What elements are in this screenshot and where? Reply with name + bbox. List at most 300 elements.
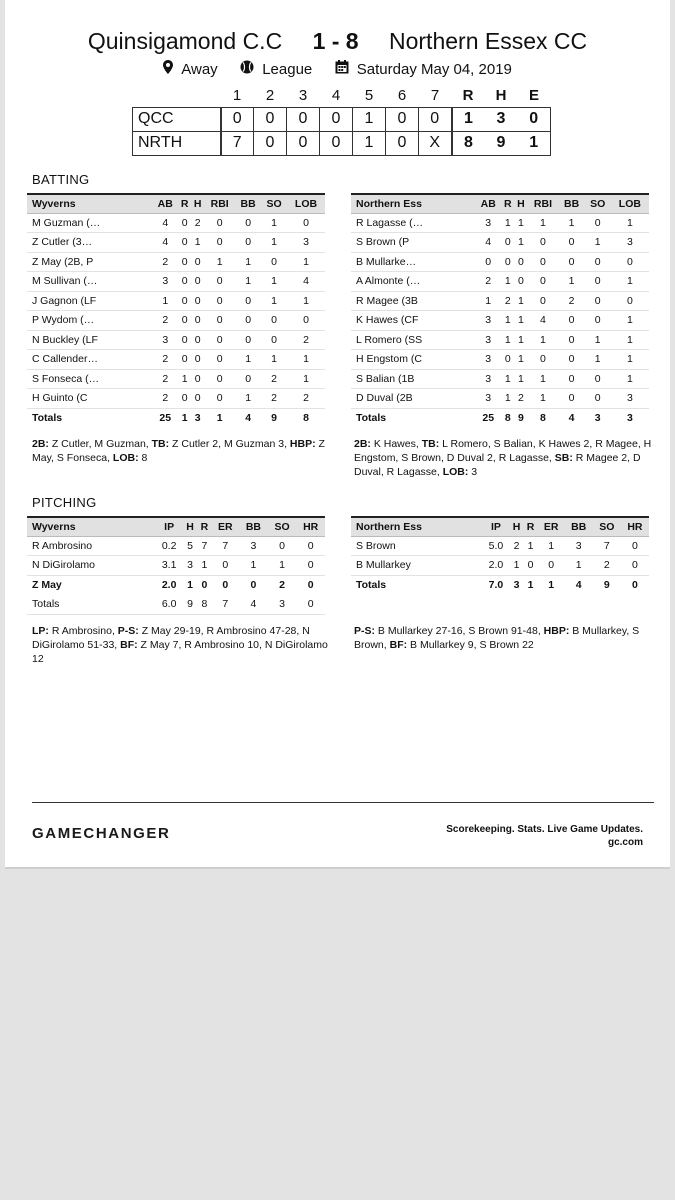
player-name: Z May (2B, P: [27, 252, 152, 272]
stat-cell: 1: [287, 291, 325, 311]
game-date: Saturday May 04, 2019: [356, 60, 512, 78]
player-name: C Callender…: [27, 350, 152, 370]
note-label: TB:: [421, 438, 440, 450]
table-row: [351, 556, 649, 576]
linescore-table: [132, 85, 551, 156]
inning-score: 0: [419, 107, 452, 131]
stat-cell: 0: [559, 369, 585, 389]
away-batting-notes: [32, 437, 330, 465]
stat-cell: 0: [585, 213, 611, 233]
stat-cell: 1: [611, 350, 649, 370]
home-team-name: Northern Essex CC: [389, 28, 588, 54]
footer-divider: [32, 802, 654, 803]
stat-cell: 3: [611, 389, 649, 409]
home-pitching-table: [351, 516, 649, 595]
table-row: [27, 252, 325, 272]
stat-cell: 0: [296, 556, 325, 576]
table-row: [27, 369, 325, 389]
stat-cell: 1: [559, 213, 585, 233]
stat-column-header: SO: [268, 517, 297, 536]
inning-score: 0: [287, 131, 320, 155]
stat-column-header: LOB: [611, 194, 649, 213]
note-label: TB:: [151, 438, 170, 450]
stat-cell: 1: [235, 252, 261, 272]
stat-cell: 0: [296, 575, 325, 595]
stat-column-header: R: [524, 517, 538, 536]
totals-label: Totals: [351, 575, 482, 595]
totals-cell: 3: [611, 408, 649, 428]
table-row: [351, 369, 649, 389]
stat-cell: 1: [261, 350, 287, 370]
stat-cell: 0: [527, 272, 558, 292]
calendar-icon: [335, 60, 349, 78]
player-name: S Brown: [351, 536, 482, 556]
table-row: [351, 233, 649, 253]
stat-cell: 1: [235, 350, 261, 370]
final-score: 1 - 8: [312, 28, 359, 54]
stat-cell: 1: [261, 233, 287, 253]
player-name: H Guinto (C: [27, 389, 152, 409]
stat-column-header: R: [178, 194, 191, 213]
table-row: [27, 233, 325, 253]
inning-header: 5: [364, 87, 374, 105]
totals-cell: 1: [538, 575, 565, 595]
note-label: BF:: [389, 639, 408, 651]
stat-column-header: BB: [559, 194, 585, 213]
stat-cell: 0: [191, 291, 204, 311]
stat-cell: 1: [501, 272, 514, 292]
stat-cell: 2: [152, 369, 178, 389]
table-row: [351, 272, 649, 292]
table-row: [351, 536, 649, 556]
stat-cell: 1: [611, 213, 649, 233]
note-text: Z Cutler 2, M Guzman 3,: [169, 438, 290, 450]
totals-cell: 1: [178, 408, 191, 428]
stat-cell: 2: [501, 291, 514, 311]
stat-cell: 0: [204, 291, 235, 311]
totals-cell: 9: [514, 408, 527, 428]
inning-score: 1: [353, 107, 386, 131]
stat-column-header: IP: [482, 517, 509, 536]
stat-cell: 2: [268, 575, 297, 595]
stat-cell: 3: [475, 311, 501, 331]
stat-column-header: R: [197, 517, 211, 536]
stat-cell: 1: [585, 330, 611, 350]
totals-row: [351, 408, 649, 428]
team-column-header: Wyverns: [27, 194, 152, 213]
table-row: [27, 389, 325, 409]
inning-score: 0: [386, 131, 419, 155]
stat-cell: 0: [559, 311, 585, 331]
stat-cell: 4: [287, 272, 325, 292]
inning-score: 0: [254, 107, 287, 131]
stat-column-header: RBI: [527, 194, 558, 213]
stat-cell: 1: [514, 369, 527, 389]
totals-cell: 7.0: [482, 575, 509, 595]
inning-score: 0: [287, 107, 320, 131]
stat-column-header: SO: [593, 517, 621, 536]
stat-cell: 0: [296, 536, 325, 556]
stat-cell: 0: [178, 350, 191, 370]
stat-column-header: H: [509, 517, 523, 536]
stat-cell: 1: [261, 272, 287, 292]
stat-column-header: IP: [155, 517, 183, 536]
player-name: S Balian (1B: [351, 369, 475, 389]
totals-row: [27, 595, 325, 615]
stat-cell: 0: [261, 330, 287, 350]
linescore-row-home: [133, 131, 551, 155]
stat-column-header: H: [191, 194, 204, 213]
totals-cell: 3: [191, 408, 204, 428]
note-text: R Magee 2, D Duval, R Lagasse,: [354, 452, 641, 478]
note-label: LP:: [32, 625, 49, 637]
hits-total: 9: [485, 131, 518, 155]
stat-cell: 0: [212, 556, 240, 576]
gamechanger-logo: GAMECHANGER: [32, 825, 171, 842]
table-row: [351, 389, 649, 409]
location-label: Away: [181, 60, 218, 78]
table-row: [351, 213, 649, 233]
stat-cell: 0: [501, 233, 514, 253]
stat-cell: 0: [191, 389, 204, 409]
note-text: 8: [138, 452, 148, 464]
game-header: [5, 28, 670, 55]
stat-cell: 0: [527, 233, 558, 253]
note-text: B Mullarkey 9, S Brown 22: [407, 639, 534, 651]
stat-cell: 1: [235, 389, 261, 409]
totals-cell: 1: [524, 575, 538, 595]
player-name: K Hawes (CF: [351, 311, 475, 331]
stat-column-header: BB: [235, 194, 261, 213]
linescore-team: QCC: [133, 107, 221, 131]
table-header-row: [27, 194, 325, 213]
note-text: Z May 29-19, R Ambrosino 47-28, N DiGirolamo 51-33,: [32, 625, 310, 651]
stat-column-header: H: [514, 194, 527, 213]
stat-cell: 0: [178, 272, 191, 292]
stat-cell: 3: [152, 272, 178, 292]
stat-cell: 2: [559, 291, 585, 311]
inning-score: 0: [320, 131, 353, 155]
player-name: M Guzman (…: [27, 213, 152, 233]
stat-cell: 0: [268, 536, 297, 556]
table-header-row: [351, 517, 649, 536]
player-name: J Gagnon (LF: [27, 291, 152, 311]
stat-cell: 0: [538, 556, 565, 576]
table-row: [27, 213, 325, 233]
stat-cell: 1: [527, 389, 558, 409]
stat-cell: 0: [191, 330, 204, 350]
stat-column-header: H: [183, 517, 197, 536]
stat-cell: 0: [204, 369, 235, 389]
stat-cell: 0: [212, 575, 240, 595]
stat-cell: 0: [178, 330, 191, 350]
stat-cell: 3.1: [155, 556, 183, 576]
totals-cell: 25: [475, 408, 501, 428]
stat-cell: 0: [204, 272, 235, 292]
stat-column-header: AB: [152, 194, 178, 213]
stat-cell: 4: [152, 233, 178, 253]
note-text: Z May 7, R Ambrosino 10, N DiGirolamo 12: [32, 639, 328, 665]
totals-cell: 4: [565, 575, 593, 595]
totals-cell: 3: [585, 408, 611, 428]
totals-cell: 9: [593, 575, 621, 595]
stat-cell: 1: [514, 233, 527, 253]
inning-score: 7: [221, 131, 254, 155]
linescore-row-away: [133, 107, 551, 131]
stat-cell: 2: [261, 389, 287, 409]
sheet-shadow: [5, 867, 670, 869]
table-header-row: [27, 517, 325, 536]
stat-column-header: AB: [475, 194, 501, 213]
note-label: SB:: [554, 452, 573, 464]
table-row: [351, 350, 649, 370]
hits-header: H: [495, 87, 507, 105]
stat-cell: 0: [178, 252, 191, 272]
player-name: S Fonseca (…: [27, 369, 152, 389]
stat-cell: 2.0: [155, 575, 183, 595]
note-label: 2B:: [32, 438, 49, 450]
runs-total: 8: [452, 131, 485, 155]
hits-total: 3: [485, 107, 518, 131]
stat-cell: 0: [621, 556, 649, 576]
stat-cell: 1: [585, 233, 611, 253]
stat-cell: 0.2: [155, 536, 183, 556]
totals-cell: 3: [509, 575, 523, 595]
stat-cell: 0: [559, 330, 585, 350]
inning-score: 0: [320, 107, 353, 131]
stat-cell: 4: [527, 311, 558, 331]
totals-row: [351, 575, 649, 595]
stat-cell: 3: [152, 330, 178, 350]
player-name: Z Cutler (3…: [27, 233, 152, 253]
stat-cell: 5: [183, 536, 197, 556]
stat-cell: 1: [514, 291, 527, 311]
stat-column-header: BB: [565, 517, 593, 536]
stat-cell: 0: [178, 291, 191, 311]
stat-cell: 1: [235, 272, 261, 292]
stat-cell: 1: [611, 272, 649, 292]
stat-cell: 1: [585, 350, 611, 370]
stat-cell: 0: [204, 389, 235, 409]
inning-header: 7: [430, 87, 440, 105]
stat-cell: 3: [239, 536, 268, 556]
stat-cell: 1: [509, 556, 523, 576]
player-name: P Wydom (…: [27, 311, 152, 331]
totals-label: Totals: [27, 595, 155, 615]
stat-cell: 2: [152, 252, 178, 272]
stat-cell: 0: [261, 252, 287, 272]
inning-header: 6: [397, 87, 407, 105]
player-name: Z May: [27, 575, 155, 595]
stat-cell: 1: [183, 575, 197, 595]
stat-cell: 1: [527, 330, 558, 350]
stat-cell: 0: [191, 272, 204, 292]
stat-column-header: R: [501, 194, 514, 213]
stat-cell: 5.0: [482, 536, 509, 556]
stat-cell: 1: [559, 272, 585, 292]
table-row: [27, 575, 325, 595]
stat-cell: 2: [514, 389, 527, 409]
stat-column-header: SO: [585, 194, 611, 213]
stat-cell: 0: [559, 350, 585, 370]
stat-cell: 0: [178, 213, 191, 233]
stat-cell: 1: [501, 330, 514, 350]
stat-cell: 0: [287, 213, 325, 233]
stat-cell: 0: [204, 330, 235, 350]
inning-header: 1: [232, 87, 242, 105]
team-column-header: Wyverns: [27, 517, 155, 536]
note-text: 3: [468, 466, 478, 478]
stat-cell: 1: [191, 233, 204, 253]
totals-cell: 9: [261, 408, 287, 428]
stat-column-header: LOB: [287, 194, 325, 213]
away-pitching-table: [27, 516, 325, 615]
stat-cell: 2: [475, 272, 501, 292]
totals-label: Totals: [351, 408, 475, 428]
stat-cell: 0: [559, 252, 585, 272]
stat-cell: 0: [559, 389, 585, 409]
note-label: BF:: [120, 639, 138, 651]
note-label: LOB:: [112, 452, 139, 464]
stat-cell: 0: [191, 350, 204, 370]
stat-cell: 7: [593, 536, 621, 556]
stat-cell: 0: [191, 369, 204, 389]
stat-cell: 0: [559, 233, 585, 253]
stat-cell: 0: [514, 272, 527, 292]
game-meta: [5, 60, 670, 78]
player-name: R Magee (3B: [351, 291, 475, 311]
player-name: H Engstom (C: [351, 350, 475, 370]
home-pitching-notes: [354, 624, 652, 652]
inning-score: 1: [353, 131, 386, 155]
stat-cell: 1: [287, 350, 325, 370]
player-name: N DiGirolamo: [27, 556, 155, 576]
totals-cell: 8: [527, 408, 558, 428]
stat-cell: 1: [501, 389, 514, 409]
stat-cell: 0: [527, 291, 558, 311]
stat-cell: 0: [475, 252, 501, 272]
stat-cell: 0: [611, 252, 649, 272]
stat-column-header: ER: [538, 517, 565, 536]
stat-column-header: RBI: [204, 194, 235, 213]
stat-cell: 3: [475, 389, 501, 409]
stat-column-header: ER: [212, 517, 240, 536]
game-type-label: League: [262, 60, 313, 78]
stat-cell: 0: [621, 536, 649, 556]
stat-cell: 0: [501, 252, 514, 272]
inning-score: X: [419, 131, 452, 155]
stat-cell: 0: [524, 556, 538, 576]
home-batting-table: [351, 193, 649, 428]
stat-cell: 4: [475, 233, 501, 253]
inning-score: 0: [254, 131, 287, 155]
home-batting-notes: [354, 437, 652, 479]
runs-header: R: [462, 87, 474, 105]
table-row: [27, 291, 325, 311]
note-label: P-S:: [354, 625, 375, 637]
table-row: [27, 311, 325, 331]
away-team-name: Quinsigamond C.C: [87, 28, 283, 54]
stat-cell: 3: [475, 330, 501, 350]
player-name: L Romero (SS: [351, 330, 475, 350]
player-name: D Duval (2B: [351, 389, 475, 409]
stat-cell: 2: [287, 330, 325, 350]
team-column-header: Northern Ess: [351, 194, 475, 213]
stat-cell: 1: [204, 252, 235, 272]
stat-cell: 1: [501, 311, 514, 331]
inning-header: 2: [265, 87, 275, 105]
player-name: B Mullarke…: [351, 252, 475, 272]
stat-cell: 1: [287, 369, 325, 389]
stat-cell: 0: [585, 252, 611, 272]
box-score-sheet: [5, 0, 670, 867]
stat-cell: 3: [287, 233, 325, 253]
tagline-text: Scorekeeping. Stats. Live Game Updates.: [446, 824, 643, 835]
stat-cell: 3: [611, 233, 649, 253]
stat-cell: 1: [197, 556, 211, 576]
batting-section-title: BATTING: [32, 172, 90, 187]
totals-cell: 6.0: [155, 595, 183, 615]
note-label: HBP:: [289, 438, 316, 450]
stat-cell: 0: [611, 291, 649, 311]
note-text: B Mullarkey 27-16, S Brown 91-48,: [375, 625, 544, 637]
stat-cell: 1: [287, 252, 325, 272]
totals-cell: 0: [621, 575, 649, 595]
stat-cell: 7: [212, 536, 240, 556]
stat-cell: 0: [287, 311, 325, 331]
stat-cell: 1: [611, 330, 649, 350]
errors-header: E: [528, 87, 539, 105]
stat-cell: 1: [239, 556, 268, 576]
note-text: Z May, S Fonseca,: [32, 438, 325, 464]
note-text: B Mullarkey, S Brown,: [354, 625, 640, 651]
stat-cell: 0: [585, 389, 611, 409]
stat-cell: 1: [514, 213, 527, 233]
stat-cell: 0: [191, 311, 204, 331]
stat-cell: 1: [475, 291, 501, 311]
runs-total: 1: [452, 107, 485, 131]
stat-cell: 1: [524, 536, 538, 556]
player-name: B Mullarkey: [351, 556, 482, 576]
inning-header: 3: [298, 87, 308, 105]
stat-cell: 1: [514, 350, 527, 370]
pitching-section-title: PITCHING: [32, 495, 97, 510]
table-row: [351, 330, 649, 350]
inning-score: 0: [221, 107, 254, 131]
site-link[interactable]: gc.com: [607, 837, 643, 848]
stat-cell: 3: [475, 369, 501, 389]
linescore-team: NRTH: [133, 131, 221, 155]
stat-cell: 0: [197, 575, 211, 595]
stat-column-header: HR: [296, 517, 325, 536]
stat-cell: 2: [191, 213, 204, 233]
player-name: R Lagasse (…: [351, 213, 475, 233]
stat-cell: 1: [261, 213, 287, 233]
stat-cell: 2: [152, 350, 178, 370]
stat-cell: 0: [501, 350, 514, 370]
table-row: [351, 252, 649, 272]
stat-cell: 0: [585, 272, 611, 292]
note-text: Z Cutler, M Guzman,: [48, 438, 152, 450]
stat-cell: 4: [152, 213, 178, 233]
note-label: P-S:: [117, 625, 139, 637]
footer-tagline: [446, 823, 643, 849]
totals-row: [27, 408, 325, 428]
table-row: [27, 330, 325, 350]
stat-cell: 1: [501, 369, 514, 389]
totals-cell: 8: [501, 408, 514, 428]
stat-cell: 1: [268, 556, 297, 576]
